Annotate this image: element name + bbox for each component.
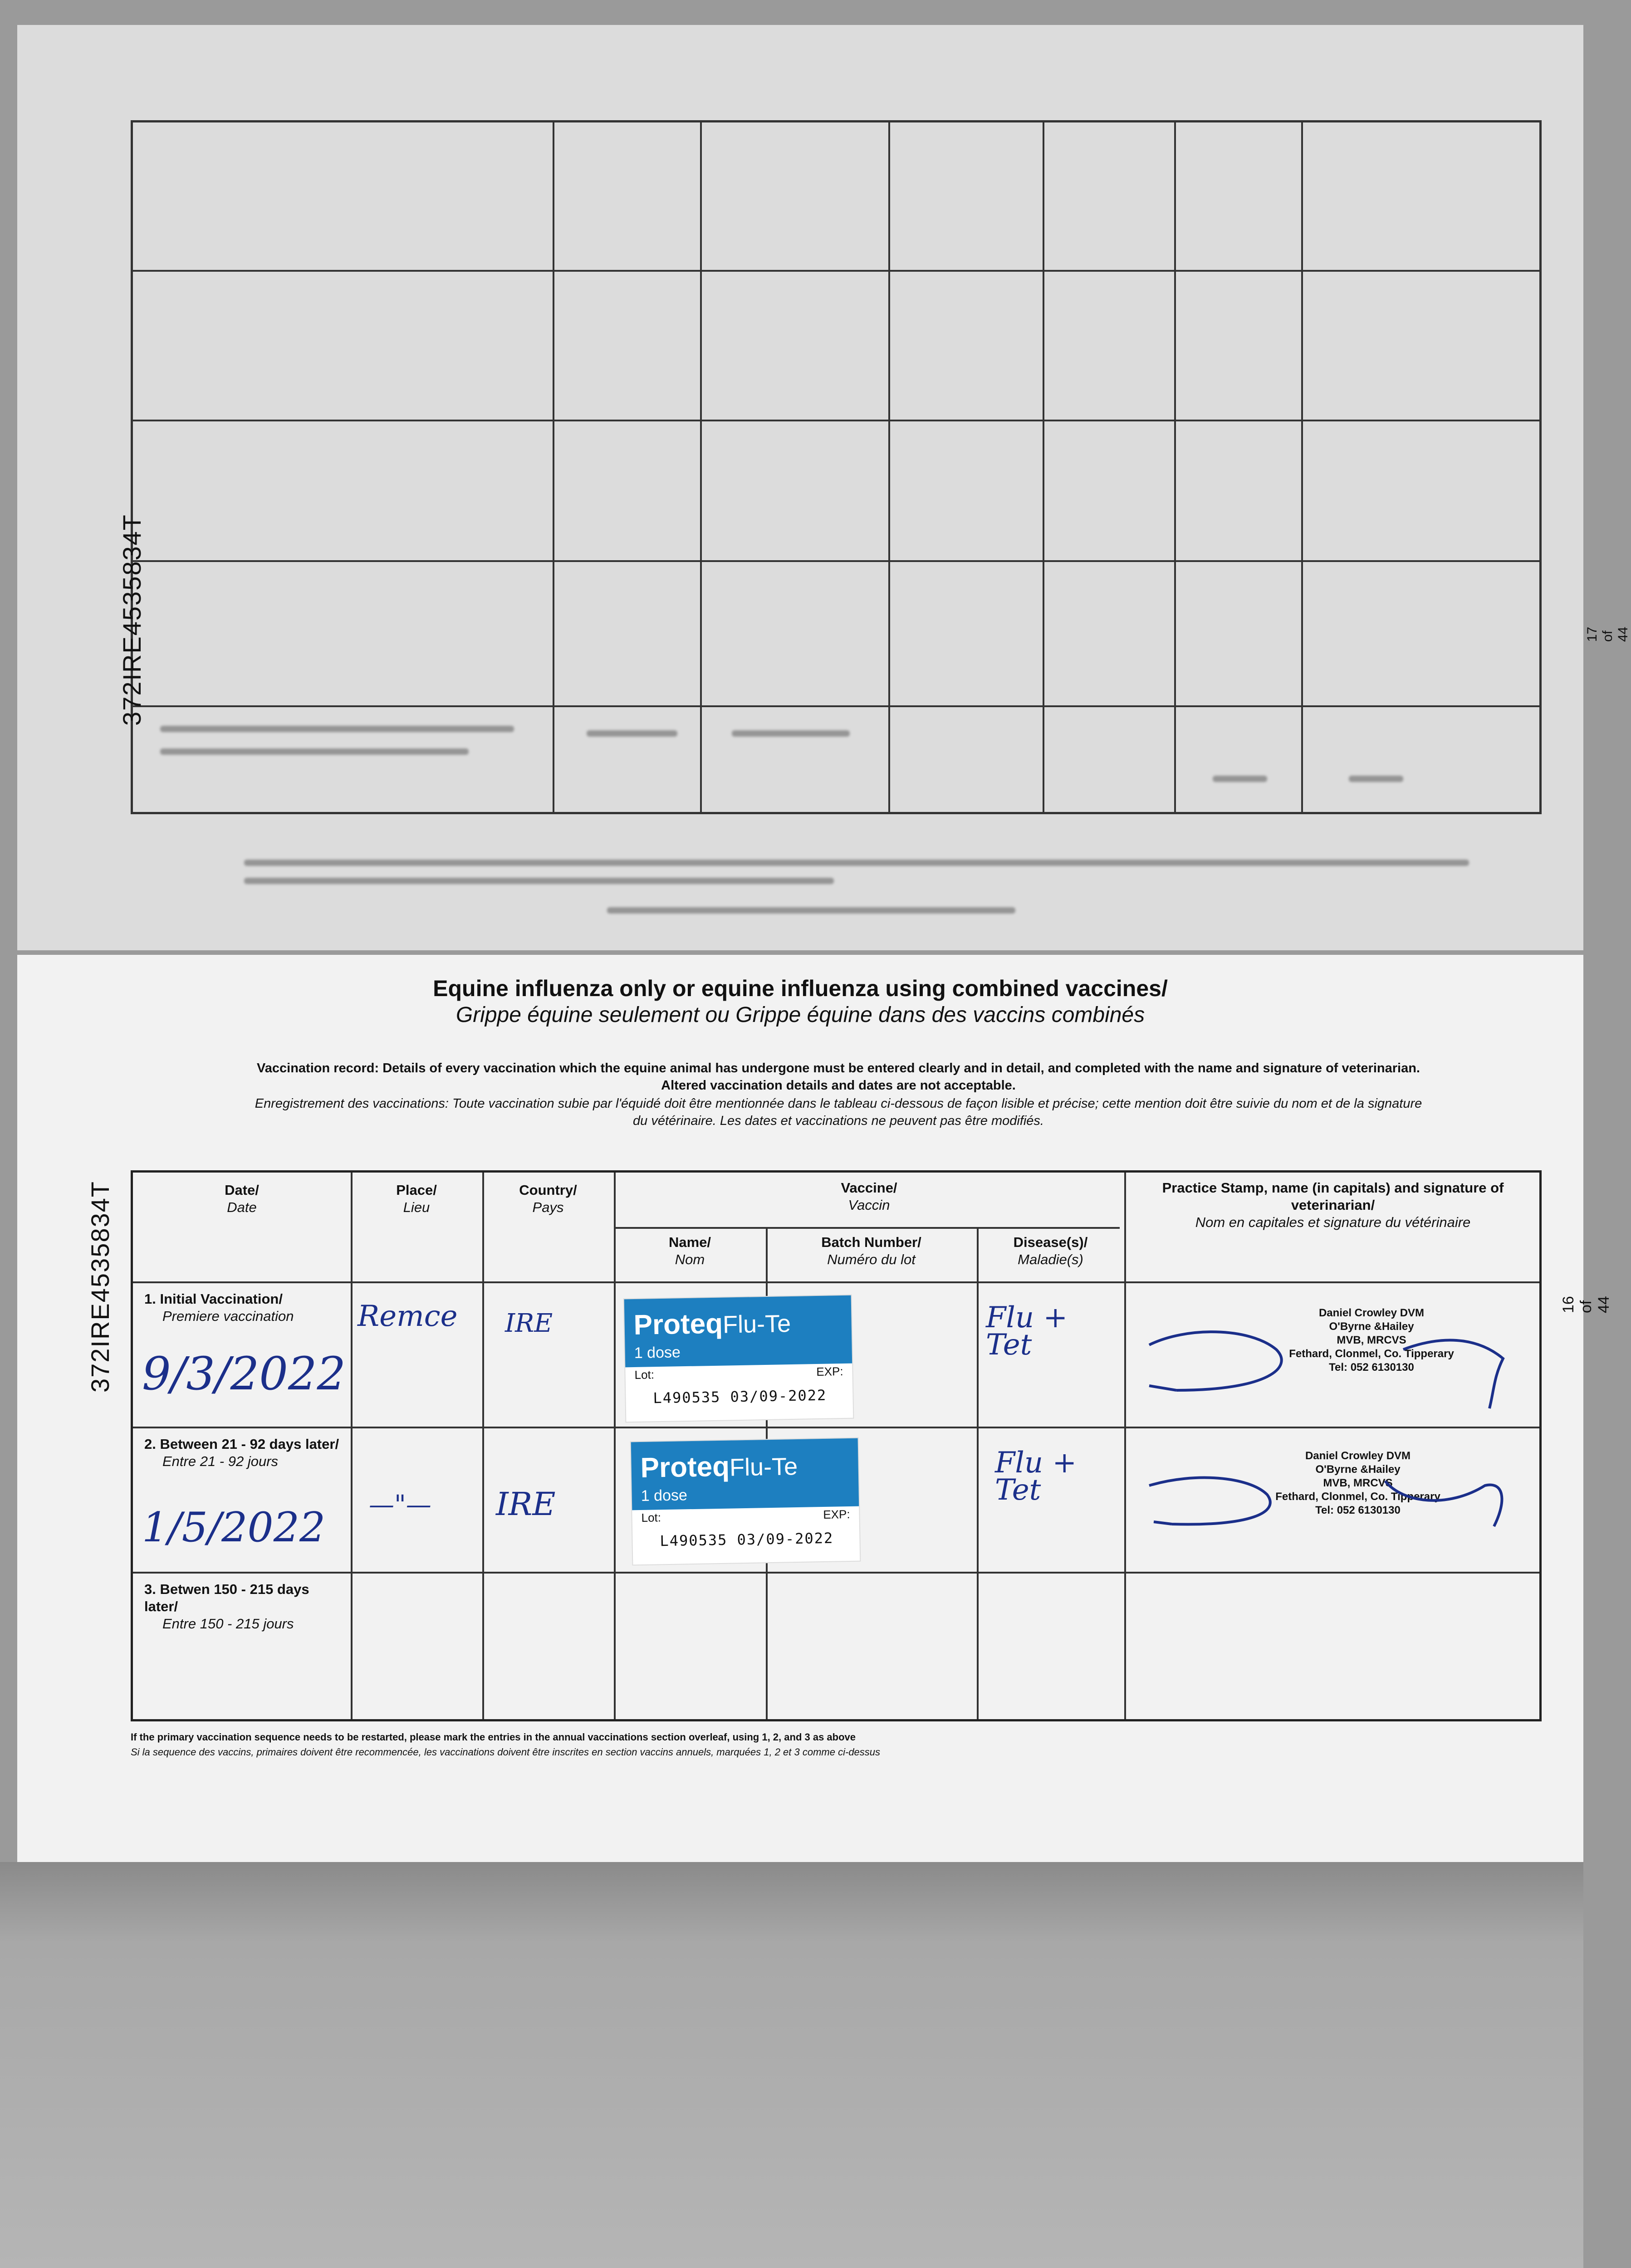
handwritten-country: IRE <box>496 1486 556 1523</box>
grid-line <box>1174 122 1176 812</box>
grid-line <box>133 420 1539 421</box>
header-disease: Disease(s)/ Maladie(s) <box>1013 1234 1088 1267</box>
passport-id: 372IRE4535834T <box>118 513 146 726</box>
blurred-header <box>160 726 514 732</box>
intro-fr-2: du vétérinaire. Les dates et vaccinations ne peuvent pas être modifiés. <box>633 1114 1044 1128</box>
row-line <box>133 1427 1539 1428</box>
stamp-line: Tel: 052 6130130 <box>1315 1504 1401 1516</box>
sticker-lot-value: L490535 03/09-2022 <box>653 1386 827 1407</box>
header-name: Name/ Nom <box>668 1234 711 1267</box>
header-country: Country/ Pays <box>519 1182 577 1215</box>
blurred-note <box>607 907 1015 914</box>
vaccination-page <box>17 955 1612 1862</box>
grid-line <box>133 270 1539 272</box>
handwritten-place: Remce <box>358 1300 458 1333</box>
sticker-lot-label: Lot: <box>641 1510 661 1525</box>
header-date: Date/ Date <box>225 1182 259 1215</box>
col-line <box>1124 1173 1126 1719</box>
section-title: Equine influenza only or equine influenza using combined vaccines/ <box>433 976 1168 1001</box>
grid-line <box>700 122 702 812</box>
handwritten-date: 9/3/2022 <box>142 1347 346 1400</box>
sticker-brand: ProteqFlu-Te <box>640 1451 798 1484</box>
blurred-note <box>244 860 1469 866</box>
grid-line <box>888 122 890 812</box>
grid-line <box>133 705 1539 707</box>
sticker-exp-label: EXP: <box>816 1364 843 1379</box>
col-line <box>351 1173 353 1719</box>
page-number: 16 of 44 <box>1560 1296 1612 1313</box>
section-title-fr: Grippe équine seulement ou Grippe équine dans des vaccins combinés <box>456 1003 1145 1027</box>
handwritten-country: IRE <box>505 1309 553 1338</box>
footnote-en: If the primary vaccination sequence needs to be restarted, please mark the entries in the annual vaccinations section overleaf, using 1, 2, and 3 as above <box>131 1731 856 1743</box>
passport-id: 372IRE4535834T <box>86 1180 114 1393</box>
annual-vaccination-grid <box>131 120 1542 814</box>
col-line <box>482 1173 484 1719</box>
sticker-lot-value: L490535 03/09-2022 <box>660 1529 834 1550</box>
sticker-dose: 1 dose <box>634 1344 681 1362</box>
grid-line <box>1043 122 1044 812</box>
header-batch: Batch Number/ Numéro du lot <box>821 1234 921 1267</box>
row-line <box>614 1227 1120 1229</box>
blurred-header <box>160 748 469 755</box>
scanner-background <box>0 1862 1583 2268</box>
grid-line <box>133 560 1539 562</box>
stamp-line: O'Byrne &Hailey <box>1329 1320 1414 1333</box>
footnote-fr: Si la sequence des vaccins, primaires doivent être recommencée, les vaccinations doivent être inscrites en section vaccins annuels, marquées 1, 2 et 3 comme ci-dessus <box>131 1746 881 1758</box>
vaccine-sticker <box>631 1438 860 1565</box>
sticker-lot-label: Lot: <box>634 1368 655 1382</box>
stamp-line: MVB, MRCVS <box>1337 1334 1406 1346</box>
stamp-line: Fethard, Clonmel, Co. Tipperary <box>1289 1348 1454 1360</box>
handwritten-place: —"— <box>369 1490 431 1520</box>
row-label-second: 2. Between 21 - 92 days later/ Entre 21 - 92 jours <box>144 1436 339 1469</box>
header-practice: Practice Stamp, name (in capitals) and signature of veterinarian/ Nom en capitales et signature du vétérinaire <box>1162 1180 1504 1230</box>
row-label-initial: 1. Initial Vaccination/ Premiere vaccination <box>144 1291 294 1324</box>
stamp-line: Daniel Crowley DVM <box>1305 1450 1411 1462</box>
row-line <box>133 1281 1539 1283</box>
previous-page <box>17 25 1631 950</box>
blurred-header <box>1349 776 1403 782</box>
stamp-line: MVB, MRCVS <box>1323 1477 1393 1489</box>
blurred-header <box>732 730 850 737</box>
intro-en-2: Altered vaccination details and dates are not acceptable. <box>661 1078 1016 1093</box>
stamp-line: O'Byrne &Hailey <box>1315 1463 1401 1476</box>
sticker-exp-label: EXP: <box>823 1507 850 1522</box>
handwritten-disease: Flu + Tet <box>986 1301 1068 1362</box>
vaccine-sticker <box>624 1295 853 1422</box>
handwritten-date: 1/5/2022 <box>142 1504 326 1551</box>
header-vaccine: Vaccine/ Vaccin <box>841 1180 897 1213</box>
blurred-header <box>587 730 677 737</box>
stamp-line: Fethard, Clonmel, Co. Tipperary <box>1275 1491 1440 1503</box>
blurred-note <box>244 878 834 884</box>
stamp-line: Tel: 052 6130130 <box>1329 1361 1414 1374</box>
stamp-line: Daniel Crowley DVM <box>1318 1307 1425 1319</box>
vet-signature <box>1131 1300 1539 1418</box>
grid-line <box>553 122 554 812</box>
header-place: Place/ Lieu <box>396 1182 437 1215</box>
row-line <box>133 1572 1539 1574</box>
blurred-header <box>1213 776 1267 782</box>
previous-page-number: 17 of 44 <box>1585 626 1631 642</box>
sticker-dose: 1 dose <box>641 1486 688 1505</box>
vaccination-table <box>131 1170 1542 1721</box>
col-line <box>977 1227 979 1719</box>
handwritten-disease: Flu + Tet <box>995 1446 1077 1507</box>
sticker-brand: ProteqFlu-Te <box>633 1308 791 1341</box>
grid-line <box>1301 122 1303 812</box>
intro-fr: Enregistrement des vaccinations: Toute vaccination subie par l'équidé doit être mentionnée dans le tableau ci-dessous de façon lisible et précise; cette mention doit être suivie du nom et de la signature <box>255 1096 1422 1111</box>
row-label-third: 3. Betwen 150 - 215 days later/ Entre 150 - 215 jours <box>144 1581 309 1632</box>
intro-en: Vaccination record: Details of every vaccination which the equine animal has undergone must be entered clearly and in detail, and completed with the name and signature of veterinarian. <box>257 1061 1420 1075</box>
vet-signature <box>1131 1440 1539 1558</box>
